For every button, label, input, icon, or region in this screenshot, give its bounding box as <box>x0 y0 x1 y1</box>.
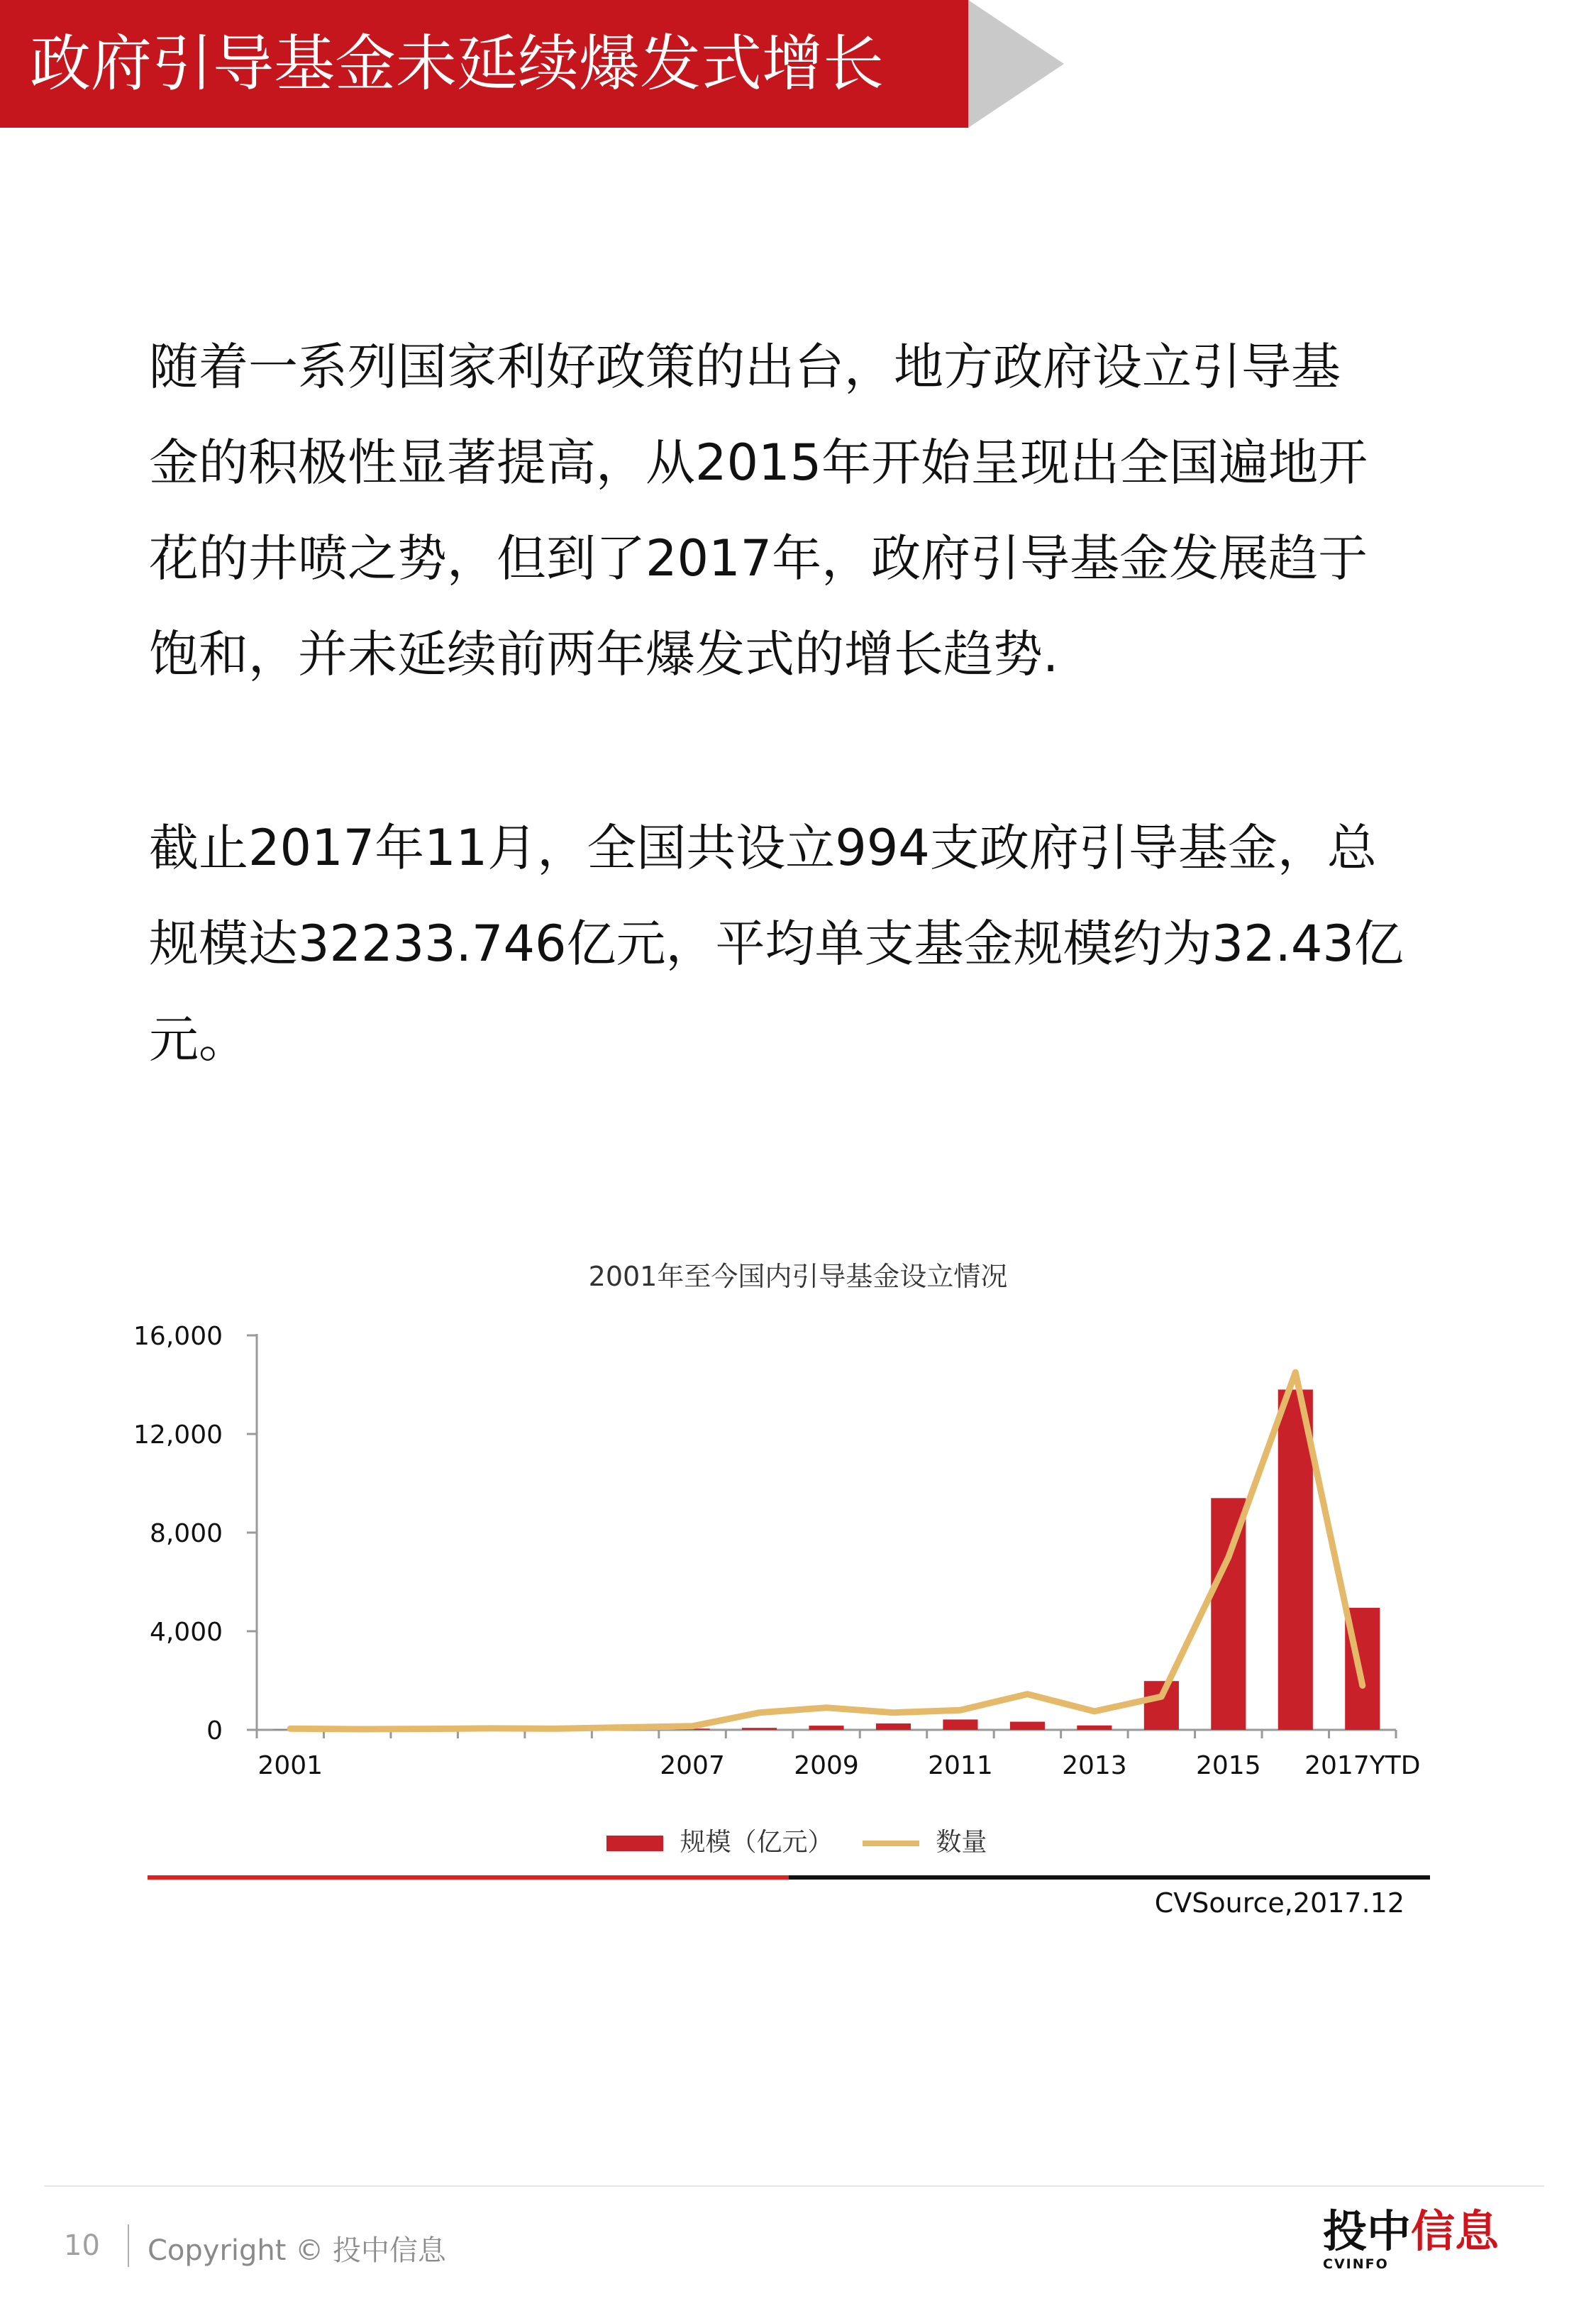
cvinfo-logo <box>1323 2205 1522 2279</box>
legend-bar-swatch <box>606 1836 663 1851</box>
legend-item-count <box>863 1822 987 1858</box>
chart-legend <box>606 1822 1008 1858</box>
footer-divider <box>44 2185 1544 2187</box>
paragraph-policy-growth <box>149 319 1490 702</box>
footer-separator <box>128 2224 129 2267</box>
legend-label-scale: 规模（亿元） <box>680 1828 833 1857</box>
x-tick-label: 2001 <box>257 1751 323 1780</box>
legend-item-scale <box>606 1822 833 1858</box>
title-arrow-decoration <box>968 0 1064 128</box>
logo-wordmark <box>1323 2205 1522 2257</box>
paragraph-line: 饱和，并未延续前两年爆发式的增长趋势. <box>149 625 1059 683</box>
x-tick-label: 2009 <box>794 1751 859 1780</box>
x-tick-label: 2017YTD <box>1304 1751 1421 1780</box>
y-tick-label: 0 <box>206 1716 223 1745</box>
paragraph-line: 花的井喷之势，但到了2017年，政府引导基金发展趋于 <box>149 529 1368 587</box>
chart-title: 2001年至今国内引导基金设立情况 <box>588 1261 1008 1292</box>
guidance-fund-chart <box>0 1291 1596 1816</box>
x-tick-label: 2013 <box>1062 1751 1127 1780</box>
y-tick-label: 4,000 <box>149 1618 223 1647</box>
logo-text-red: 信息 <box>1411 2205 1500 2257</box>
title-banner <box>0 0 968 128</box>
paragraph-line: 金的积极性显著提高，从2015年开始呈现出全国遍地开 <box>149 434 1368 492</box>
legend-line-swatch <box>863 1841 919 1846</box>
page-title: 政府引导基金未延续爆发式增长 <box>30 28 884 99</box>
bar-scale <box>742 1728 777 1730</box>
y-tick-label: 16,000 <box>133 1322 223 1351</box>
legend-label-count: 数量 <box>936 1828 987 1857</box>
paragraph-line: 元。 <box>149 1010 248 1069</box>
source-note: CVSource,2017.12 <box>1154 1887 1404 1919</box>
line-count <box>290 1372 1363 1729</box>
source-divider <box>148 1875 1430 1880</box>
bar-scale <box>1077 1726 1112 1730</box>
y-tick-label: 12,000 <box>133 1420 223 1450</box>
bar-scale <box>1010 1722 1045 1730</box>
paragraph-line: 规模达32233.746亿元，平均单支基金规模约为32.43亿 <box>149 915 1404 973</box>
x-tick-label: 2015 <box>1196 1751 1261 1780</box>
paragraph-line: 随着一系列国家利好政策的出台，地方政府设立引导基 <box>149 338 1341 396</box>
bar-scale <box>876 1723 911 1730</box>
bar-scale <box>1144 1681 1179 1730</box>
logo-text-black: 投中 <box>1323 2205 1412 2257</box>
bar-scale <box>943 1719 977 1730</box>
copyright-text: Copyright © 投中信息 <box>148 2234 446 2267</box>
paragraph-fund-totals <box>149 800 1490 1088</box>
bar-scale <box>809 1726 843 1730</box>
x-tick-label: 2007 <box>660 1751 725 1780</box>
logo-subtext: CVINFO <box>1323 2256 1389 2272</box>
page-number: 10 <box>64 2229 100 2262</box>
x-tick-label: 2011 <box>928 1751 993 1780</box>
paragraph-line: 截止2017年11月，全国共设立994支政府引导基金，总 <box>149 819 1377 877</box>
y-tick-label: 8,000 <box>149 1519 223 1548</box>
